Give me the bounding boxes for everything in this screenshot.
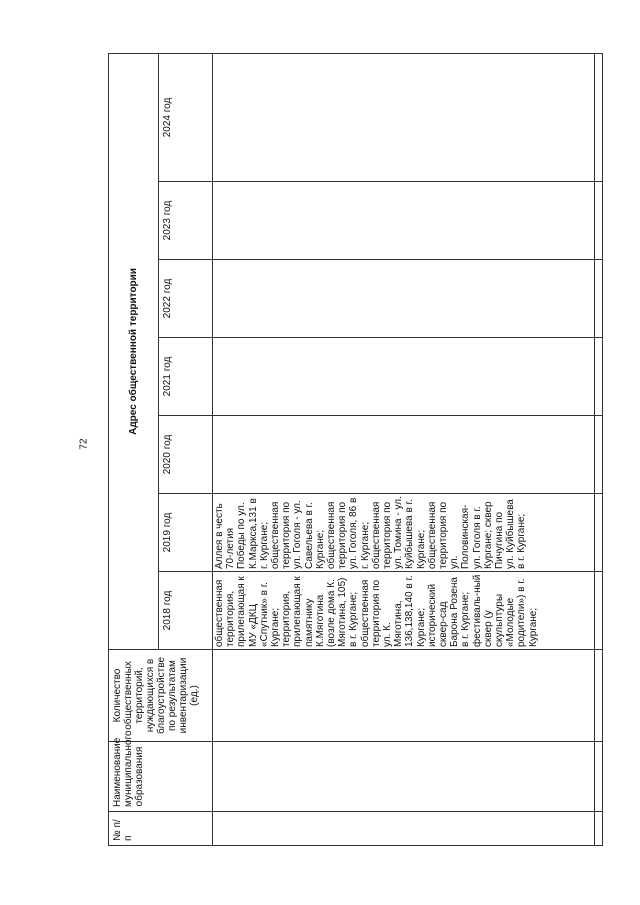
header-row-top: [109, 53, 159, 845]
header-year-2024: 2024 год: [159, 53, 213, 181]
cell-count: [213, 650, 595, 742]
public-territories-table: [108, 53, 603, 846]
header-municipality: Наименование муниципального образования: [109, 742, 213, 812]
cell-2019: Аллея в честь 70-летия Победы по ул. К.Маркса,131 в г. Кургане; общественная территория по ул. Гоголя - ул. Савельева в г. Кургане; общественная территория по ул. Гоголя, 86 в г. Кургане; общественная территория по ул. Томина - ул. Куйбышева в г. Кургане; общественная территория по ул. Половинская-ул. Гоголя в г. Кургане; сквер Пичугина по ул. Куйбышева в г. Кургане;: [213, 494, 595, 572]
landscape-page: [108, 54, 603, 846]
cell-2020: [213, 416, 595, 494]
cell-2021: [213, 338, 595, 416]
page-number: 72: [78, 438, 90, 450]
table-row: [213, 53, 595, 845]
header-year-2021: 2021 год: [159, 338, 213, 416]
cell-municipality: [213, 742, 595, 812]
header-year-2018: 2018 год: [159, 572, 213, 650]
header-year-2019: 2019 год: [159, 494, 213, 572]
header-num: № п/п: [109, 812, 213, 846]
header-year-2020: 2020 год: [159, 416, 213, 494]
header-year-2022: 2022 год: [159, 260, 213, 338]
cell-2018: общественная территория, прилегающая к МУ «ДКЦ «Спутник» в г. Кургане; территория, прилегающая к памятнику К.Мяготина (возле дома К. Мяготина, 105) в г. Кургане; общественная территория по ул. К. Мяготина, 136,138,140 в г. Кургане; исторический сквер-сад Барона Розена в г. Кургане; фестиваль-ный сквер (у скульптуры «Молодые родители») в г. Кургане;: [213, 572, 595, 650]
cell-num: [213, 812, 595, 846]
cell-2024: [213, 53, 595, 181]
table-row-footer: [595, 53, 603, 845]
cell-2022: [213, 260, 595, 338]
header-year-2023: 2023 год: [159, 182, 213, 260]
header-count: Количество общественных территорий, нуждающихся в благоустройстве по результатам инвентаризации (ед.): [109, 650, 213, 742]
header-address-group: Адрес общественной территории: [109, 53, 159, 649]
cell-2023: [213, 182, 595, 260]
